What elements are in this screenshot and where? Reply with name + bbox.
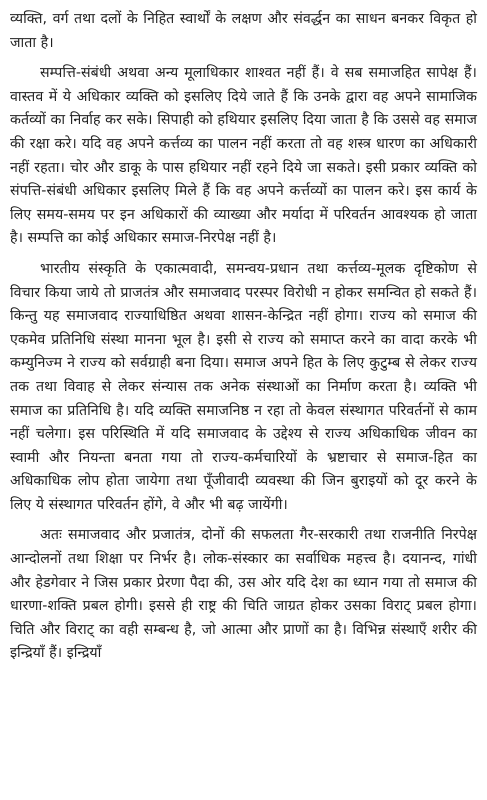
paragraph-4: अतः समाजवाद और प्रजातंत्र, दोनों की सफलता गैर-सरकारी तथा राजनीति निरपेक्ष आन्दोलनों तथा शिक्षा पर निर्भर है। लोक-संस्कार का सर्वाधिक महत्त्व है। दयानन्द, गांधी और हेडगेवार ने जिस प्रकार प्रेरणा पैदा की, उस ओर यदि देश का ध्यान गया तो समाज की धारणा-शक्ति प्रबल होगी। इससे ही राष्ट्र की चिति जाग्रत होकर उसका विराट् प्रबल होगा। चिति और विराट् का वही सम्बन्ध है, जो आत्मा और प्राणों का है। विभिन्न संस्थाएँ शरीर की इन्द्रियाँ हैं। इन्द्रियाँ xyxy=(10,527,477,662)
paragraph-2: सम्पत्ति-संबंधी अथवा अन्य मूलाधिकार शाश्वत नहीं हैं। वे सब समाजहित सापेक्ष हैं। वास्तव में ये अधिकार व्यक्ति को इसलिए दिये जाते हैं कि उनके द्वारा वह अपने सामाजिक कर्तव्यों का निर्वाह कर सके। सिपाही को हथियार इसलिए दिया जाता है कि उससे वह समाज की रक्षा करे। यदि वह अपने कर्त्तव्य का पालन नहीं करता तो वह शस्त्र धारण का अधिकारी नहीं रहता। चोर और डाकू के पास हथियार नहीं रहने दिये जा सकते। इसी प्रकार व्यक्ति को संपत्ति-संबंधी अधिकार इसलिए मिले हैं कि वह अपने कर्त्तव्यों का पालन करे। इस कार्य के लिए समय-समय पर इन अधिकारों की व्याख्या और मर्यादा में परिवर्तन आवश्यक हो जाता है। सम्पत्ति का कोई अधिकार समाज-निरपेक्ष नहीं है। xyxy=(10,65,477,247)
paragraph-3: भारतीय संस्कृति के एकात्मवादी, समन्वय-प्रधान तथा कर्त्तव्य-मूलक दृष्टिकोण से विचार किया जाये तो प्राजतंत्र और समाजवाद परस्पर विरोधी न होकर समन्वित हो सकते हैं। किन्तु यह समाजवाद राज्याधिष्ठित अथवा शासन-केन्द्रित नहीं होगा। राज्य को समाज की एकमेव प्रतिनिधि संस्था मानना भूल है। इसी से राज्य को समाप्त करने का वादा करके भी कम्युनिज्म ने राज्य को सर्वग्राही बना दिया। समाज अपने हित के लिए कुटुम्ब से लेकर राज्य तक तथा विवाह से लेकर संन्यास तक अनेक संस्थाओं का निर्माण करता है। व्यक्ति भी समाज का प्रतिनिधि है। यदि व्यक्ति समाजनिष्ठ न रहा तो केवल संस्थागत परिवर्तनों से काम नहीं चलेगा। इस परिस्थिति में यदि समाजवाद के उद्देश्य से राज्य अधिकाधिक जीवन का स्वामी और नियन्ता बनता गया तो राज्य-कर्मचारियों के भ्रष्टाचार से समाज-हित का अधिकाधिक लोप होता जायेगा तथा पूँजीवादी व्यवस्था की जिन बुराइयों को दूर करने के लिए ये संस्थागत परिवर्तन होंगे, वे और भी बढ़ जायेंगी। xyxy=(10,260,477,513)
paragraph-1: व्यक्ति, वर्ग तथा दलों के निहित स्वार्थों के लक्षण और संवर्द्धन का साधन बनकर विकृत हो जाता है। xyxy=(10,11,477,51)
